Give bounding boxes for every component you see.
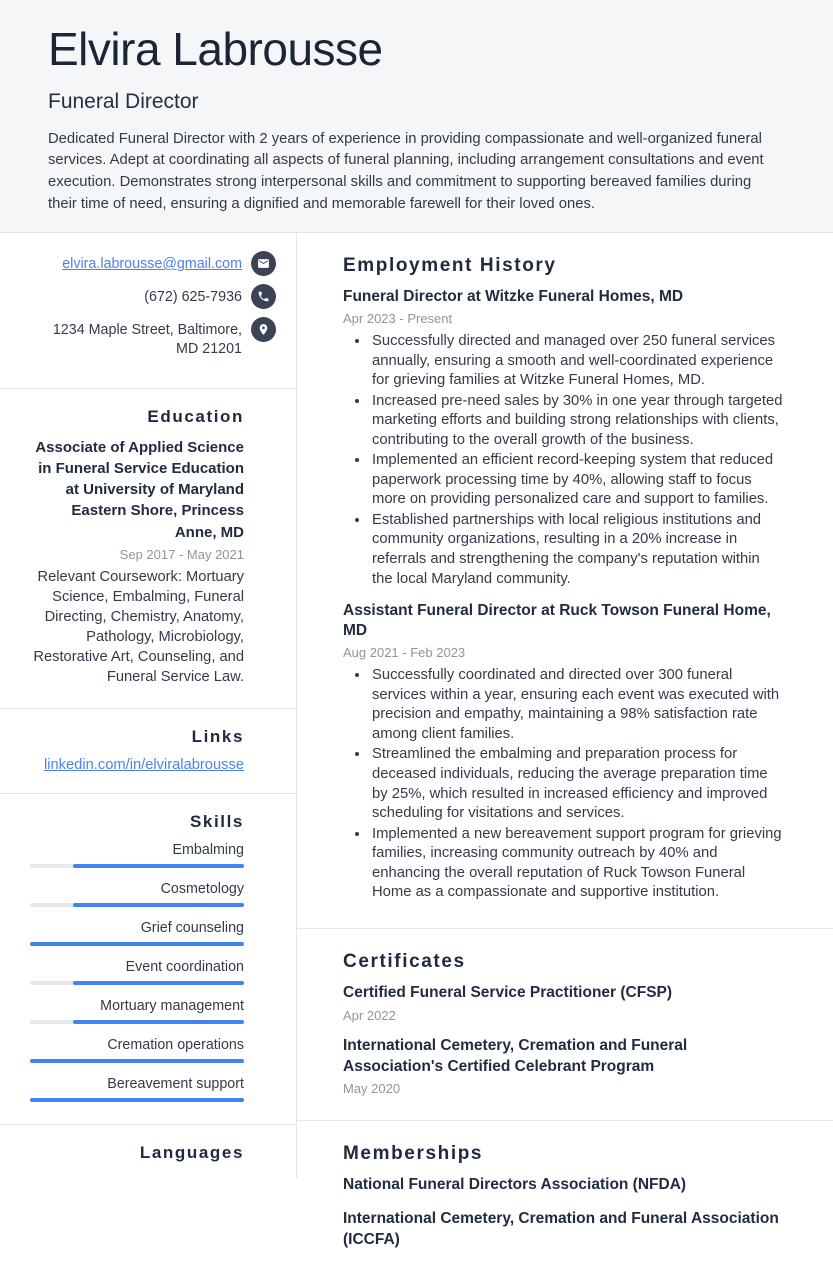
skill-bar-track [30,1059,244,1063]
skill-bar-track [30,903,244,907]
main-column [297,233,833,1249]
links-section [0,709,296,794]
skill-bar-fill [30,1059,244,1063]
job-dates: Apr 2023 - Present [343,311,453,327]
candidate-job-title: Funeral Director [48,89,199,113]
memberships-heading: Memberships [343,1143,484,1165]
skill-bar-track [30,981,244,985]
employment-entry [343,287,783,589]
skill-name: Cremation operations [107,1036,244,1053]
job-bullet-list [343,332,783,589]
contact-email-row [30,251,276,276]
certificate-date: May 2020 [343,1081,401,1097]
membership-item [343,1175,783,1196]
resume-header [0,0,833,233]
job-bullet: • Implemented a new bereavement support program for grieving families, increasing community outreach by 40% and enhancing the overall reputation of Ruck Towson Funeral Home as a compassionate and supportive institution. [370,825,783,903]
languages-heading: Languages [139,1142,244,1162]
skills-heading: Skills [189,811,244,831]
linkedin-link[interactable]: linkedin.com/in/elviralabrousse [43,756,244,773]
skill-name: Grief counseling [140,919,244,936]
membership-title: International Cemetery, Cremation and Funeral Association (ICCFA) [343,1210,779,1249]
skill-bar-track [30,1098,244,1102]
languages-section [0,1125,296,1213]
skill-bar-track [30,1020,244,1024]
resume-body [0,233,833,1249]
certificates-section [297,929,833,1122]
email-link[interactable]: elvira.labrousse@gmail.com [62,256,242,272]
job-title: Assistant Funeral Director at Ruck Towson Funeral Home, MD [343,602,771,640]
skill-bar-track [30,864,244,868]
contact-section [0,233,296,389]
membership-item [343,1209,783,1251]
skill-name: Bereavement support [107,1075,244,1092]
certificate-item [343,1036,783,1097]
education-heading: Education [147,406,244,426]
education-coursework: Relevant Coursework: Mortuary Science, Embalming, Funeral Directing, Chemistry, Anatomy, Pathology, Microbiology, Restorative Art, Counseling, and Funeral Service Law. [33,569,244,685]
job-bullet: • Successfully coordinated and directed over 300 funeral services within a year, ensuring each event was executed with precision and empathy, maintaining a 98% satisfaction rate among client families. [370,666,783,744]
certificate-title: Certified Funeral Service Practitioner (CFSP) [343,983,673,1001]
employment-entry [343,601,783,903]
employment-heading: Employment History [343,255,557,276]
skill-item [30,959,244,985]
skill-bar-fill [73,864,244,868]
skill-bar-fill [30,942,244,946]
phone-text: (672) 625-7936 [144,289,242,305]
contact-phone-row [30,284,276,309]
skill-bar-fill [73,981,244,985]
phone-icon [251,284,276,309]
membership-title: National Funeral Directors Association (NFDA) [343,1176,687,1194]
job-bullet: • Implemented an efficient record-keeping system that reduced paperwork processing time by 40%, allowing staff to focus more on providing personalized care and support to families. [370,451,783,510]
skill-name: Embalming [172,841,244,858]
link-item [30,757,244,773]
job-title: Funeral Director at Witzke Funeral Homes, MD [343,288,684,305]
address-text: 1234 Maple Street, Baltimore, MD 21201 [52,322,242,358]
location-pin-icon [251,317,276,342]
email-icon [251,251,276,276]
employment-section [297,233,833,929]
skill-bar-fill [73,1020,244,1024]
education-dates: Sep 2017 - May 2021 [119,547,244,563]
skill-name: Mortuary management [100,997,244,1014]
skill-bar-fill [30,1098,244,1102]
candidate-name: Elvira Labrousse [48,23,383,75]
skill-item [30,1037,244,1063]
job-bullet-list [343,666,783,902]
education-degree: Associate of Applied Science in Funeral Service Education at University of Maryland Eastern Shore, Princess Anne, MD [35,438,244,541]
skill-bar-track [30,942,244,946]
certificate-item [343,983,783,1023]
skill-item [30,842,244,868]
certificate-title: International Cemetery, Cremation and Funeral Association's Certified Celebrant Program [343,1036,688,1075]
skill-item [30,1076,244,1102]
skill-item [30,920,244,946]
job-bullet: • Successfully directed and managed over 250 funeral services annually, ensuring a smooth and well-coordinated experience for grieving families at Witzke Funeral Homes, MD. [370,332,783,391]
education-section [0,389,296,709]
memberships-section [297,1121,833,1275]
skill-name: Cosmetology [160,880,244,897]
skills-section [0,794,296,1125]
skill-name: Event coordination [125,958,244,975]
sidebar [0,233,297,1178]
profile-summary: Dedicated Funeral Director with 2 years of experience in providing compassionate and well-organized funeral services. Adept at coordinating all aspects of funeral planning, including arrangement consultations and event execution. Demonstrates strong interpersonal skills and commitment to supporting bereaved families during their time of need, ensuring a dignified and memorable farewell for their loved ones. [48,130,764,212]
contact-address-row [30,317,276,360]
email-text [62,255,242,274]
certificate-date: Apr 2022 [343,1007,396,1023]
certificates-heading: Certificates [343,950,466,972]
job-dates: Aug 2021 - Feb 2023 [343,645,466,661]
skill-bar-fill [73,903,244,907]
links-heading: Links [191,726,244,746]
job-bullet: • Established partnerships with local religious institutions and community organizations, resulting in a 20% increase in referrals and strengthening the company's reputation within the local Maryland community. [370,511,783,589]
skill-item [30,881,244,907]
job-bullet: • Increased pre-need sales by 30% in one year through targeted marketing efforts and building strong relationships with clients, contributing to the overall growth of the business. [370,392,783,451]
job-bullet: • Streamlined the embalming and preparation process for deceased individuals, reducing the average preparation time by 25%, which resulted in increased efficiency and improved scheduling for visitations and services. [370,745,783,823]
skill-item [30,998,244,1024]
